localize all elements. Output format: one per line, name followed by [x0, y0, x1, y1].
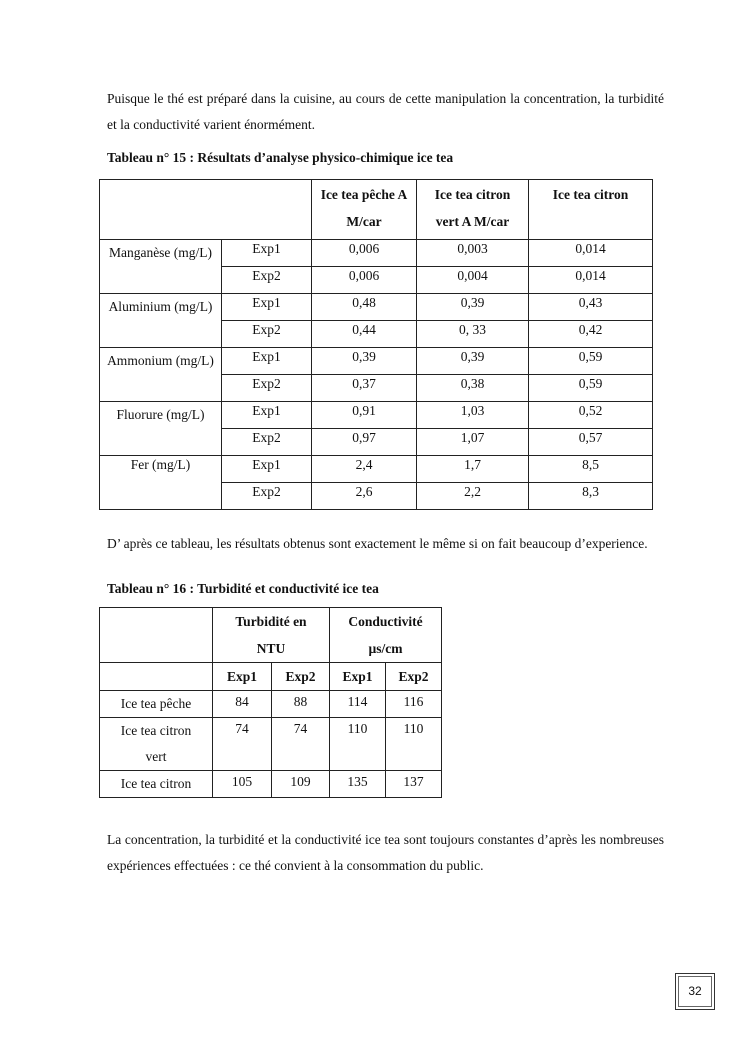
intro-paragraph: Puisque le thé est préparé dans la cuisine, au cours de cette manipulation la concentration, la turbidité et la conductivité varient énormément.: [107, 91, 664, 132]
middle-paragraph: D’ après ce tableau, les résultats obtenus sont exactement le même si on fait beaucoup d’experience.: [107, 536, 648, 551]
table-16-sub-header: Exp2: [272, 663, 330, 691]
value-cell: 110: [330, 718, 386, 771]
row-label: Ice tea pêche: [100, 691, 213, 718]
value-cell: 0,39: [417, 348, 529, 375]
table-row: [100, 691, 442, 718]
value-cell: 88: [272, 691, 330, 718]
page-number-box: [675, 973, 715, 1010]
value-cell: 105: [213, 771, 272, 798]
value-cell: 74: [213, 718, 272, 771]
table-16-empty-header: [100, 608, 213, 663]
value-cell: 137: [386, 771, 442, 798]
value-cell: 0,48: [312, 294, 417, 321]
parameter-label: Ammonium (mg/L): [100, 348, 222, 402]
value-cell: 0,006: [312, 267, 417, 294]
value-cell: 116: [386, 691, 442, 718]
value-cell: 135: [330, 771, 386, 798]
exp-label: Exp1: [222, 348, 312, 375]
exp-label: Exp1: [222, 240, 312, 267]
value-cell: 0,37: [312, 375, 417, 402]
value-cell: 109: [272, 771, 330, 798]
table-15-caption: Tableau n° 15 : Résultats d’analyse physico-chimique ice tea: [107, 150, 454, 165]
exp-label: Exp1: [222, 402, 312, 429]
table-15-header-row: [100, 180, 653, 240]
value-cell: 0,39: [312, 348, 417, 375]
exp-label: Exp1: [222, 456, 312, 483]
value-cell: 0,004: [417, 267, 529, 294]
table-16-group-header: Conductivité µs/cm: [330, 608, 442, 663]
value-cell: 0,44: [312, 321, 417, 348]
page-number: 32: [688, 984, 702, 998]
table-16-sub-header: Exp1: [213, 663, 272, 691]
value-cell: 0,39: [417, 294, 529, 321]
table-15-empty-header: [100, 180, 312, 240]
table-16-group-header: Turbidité en NTU: [213, 608, 330, 663]
table-row: [100, 294, 653, 321]
value-cell: 0,014: [529, 240, 653, 267]
value-cell: 114: [330, 691, 386, 718]
exp-label: Exp2: [222, 321, 312, 348]
row-label: Ice tea citron vert: [100, 718, 213, 771]
value-cell: 1,03: [417, 402, 529, 429]
table-16-caption: Tableau n° 16 : Turbidité et conductivité ice tea: [107, 581, 379, 596]
parameter-label: Fluorure (mg/L): [100, 402, 222, 456]
table-15: [99, 179, 653, 510]
table-16-empty-subheader: [100, 663, 213, 691]
table-15-header-cell: Ice tea pêche A M/car: [312, 180, 417, 240]
value-cell: 8,3: [529, 483, 653, 510]
value-cell: 0, 33: [417, 321, 529, 348]
table-16-sub-header: Exp2: [386, 663, 442, 691]
value-cell: 74: [272, 718, 330, 771]
value-cell: 0,014: [529, 267, 653, 294]
exp-label: Exp2: [222, 267, 312, 294]
table-row: [100, 348, 653, 375]
value-cell: 0,59: [529, 375, 653, 402]
value-cell: 1,7: [417, 456, 529, 483]
value-cell: 1,07: [417, 429, 529, 456]
value-cell: 84: [213, 691, 272, 718]
table-row: [100, 718, 442, 771]
exp-label: Exp2: [222, 483, 312, 510]
table-16-group-header-row: [100, 608, 442, 663]
value-cell: 0,006: [312, 240, 417, 267]
parameter-label: Fer (mg/L): [100, 456, 222, 510]
value-cell: 0,42: [529, 321, 653, 348]
table-16-sub-header: Exp1: [330, 663, 386, 691]
parameter-label: Manganèse (mg/L): [100, 240, 222, 294]
exp-label: Exp1: [222, 294, 312, 321]
table-row: [100, 771, 442, 798]
value-cell: 2,2: [417, 483, 529, 510]
value-cell: 0,91: [312, 402, 417, 429]
table-row: [100, 240, 653, 267]
value-cell: 110: [386, 718, 442, 771]
value-cell: 0,43: [529, 294, 653, 321]
exp-label: Exp2: [222, 429, 312, 456]
table-16: [99, 607, 442, 798]
value-cell: 2,6: [312, 483, 417, 510]
row-label: Ice tea citron: [100, 771, 213, 798]
value-cell: 8,5: [529, 456, 653, 483]
value-cell: 0,52: [529, 402, 653, 429]
exp-label: Exp2: [222, 375, 312, 402]
value-cell: 0,97: [312, 429, 417, 456]
table-16-sub-header-row: [100, 663, 442, 691]
table-15-header-cell: Ice tea citron vert A M/car: [417, 180, 529, 240]
value-cell: 2,4: [312, 456, 417, 483]
parameter-label: Aluminium (mg/L): [100, 294, 222, 348]
value-cell: 0,57: [529, 429, 653, 456]
table-15-header-cell: Ice tea citron: [529, 180, 653, 240]
value-cell: 0,38: [417, 375, 529, 402]
value-cell: 0,59: [529, 348, 653, 375]
closing-paragraph: La concentration, la turbidité et la conductivité ice tea sont toujours constantes d’après les nombreuses expériences effectuées : ce thé convient à la consommation du public.: [107, 832, 664, 873]
table-row: [100, 402, 653, 429]
table-row: [100, 456, 653, 483]
value-cell: 0,003: [417, 240, 529, 267]
